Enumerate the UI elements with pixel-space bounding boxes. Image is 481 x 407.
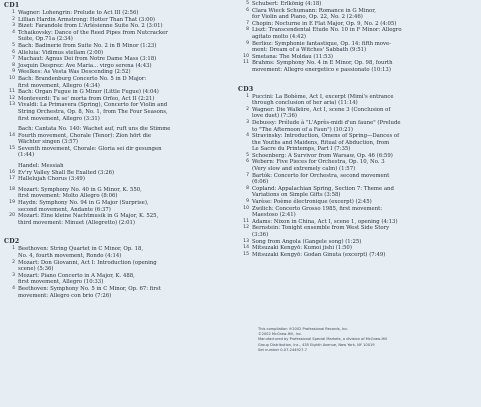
track-number: 11 bbox=[243, 60, 249, 66]
track-row bbox=[238, 100, 478, 107]
track-title: (3:36) bbox=[252, 232, 269, 238]
track-number: 2 bbox=[12, 16, 15, 22]
track-row bbox=[4, 43, 234, 50]
cd-heading: CD2 bbox=[4, 238, 20, 246]
track-row bbox=[4, 69, 234, 76]
track-title: Webern: Five Pieces for Orchestra, Op. 10, No. 3 bbox=[252, 159, 385, 166]
track-title: first movement, Allegro (4:34) bbox=[18, 82, 100, 89]
track-row bbox=[4, 139, 234, 146]
track-title: Berlioz: Symphonie fantastique, Op. 14: fifth move- bbox=[252, 40, 391, 47]
track-number bbox=[238, 146, 252, 153]
track-title: love duet) (7:36) bbox=[252, 113, 297, 120]
track-title: (Very slow and extremely calm) (1:57) bbox=[252, 166, 356, 173]
track-title: Monteverdi: Tu se' morta from Orfeo, Act II (2:21) bbox=[18, 95, 155, 102]
track-title: through conclusion of her aria) (11:14) bbox=[252, 100, 358, 107]
track-title: Bach: Brandenburg Concerto No. 5 in D Major: bbox=[18, 75, 147, 82]
track-title: to "The Afternoon of a Faun") (10:21) bbox=[252, 126, 354, 133]
track-row bbox=[4, 286, 234, 293]
track-title: Ev'ry Valley Shall Be Exalted (3:26) bbox=[18, 169, 115, 176]
track-number: 1 bbox=[12, 246, 15, 252]
track-title: Variations on Simple Gifts (3:58) bbox=[252, 192, 341, 199]
track-title: Tchaikovsky: Dance of the Reed Pipes from Nutcracker bbox=[18, 29, 168, 36]
track-row bbox=[4, 10, 234, 17]
track-title: Le Sacre du Printemps, Part I (7:35) bbox=[252, 146, 351, 153]
track-row bbox=[238, 179, 478, 186]
track-title: Wagner: Lohengrin: Prelude to Act III (2:56) bbox=[18, 10, 139, 16]
track-row bbox=[238, 153, 478, 160]
track-number bbox=[4, 116, 18, 123]
track-title: Brahms: Symphony No. 4 in E Minor, Op. 98, fourth bbox=[252, 60, 393, 67]
track-row bbox=[4, 220, 234, 227]
track-list bbox=[4, 126, 234, 159]
track-number: 9 bbox=[246, 199, 249, 205]
track-title: Wächter singen (3:57) bbox=[18, 139, 78, 146]
track-row bbox=[238, 252, 478, 259]
track-number: 7 bbox=[12, 56, 15, 62]
track-number: 12 bbox=[9, 95, 15, 101]
track-title: second movement, Andante (6:37) bbox=[18, 206, 111, 213]
track-number: 13 bbox=[243, 238, 249, 244]
track-number bbox=[4, 126, 18, 133]
track-number: 2 bbox=[12, 259, 15, 265]
track-number: 3 bbox=[12, 23, 15, 29]
track-number bbox=[238, 67, 252, 74]
track-row bbox=[238, 54, 478, 61]
track-title: Varèse: Poème électronique (excerpt) (2:45) bbox=[252, 199, 372, 206]
track-number bbox=[238, 192, 252, 199]
right-column bbox=[238, 0, 478, 258]
track-title: Mitsuzaki Kengyō: Kumoi jishi (1:50) bbox=[252, 245, 352, 252]
track-title: third movement: Minuet (Allegretto) (2:01) bbox=[18, 219, 135, 226]
track-number: 11 bbox=[243, 218, 249, 224]
track-title: Adams: Nixon in China, Act I, scene 1, opening (4:13) bbox=[252, 218, 398, 225]
track-row bbox=[4, 293, 234, 300]
track-title: Debussy: Prélude à "L'Après-midi d'un faune" (Prelude bbox=[252, 119, 401, 126]
track-row bbox=[238, 21, 478, 28]
track-title: agitato molto (4:42) bbox=[252, 33, 306, 40]
track-list bbox=[4, 246, 234, 299]
track-title: Mozart: Eine kleine Nachtmusik in G Major, K. 525, bbox=[18, 213, 159, 220]
track-title: Stravinsky: Introduction, Omens of Spring—Dances of bbox=[252, 133, 400, 140]
track-title: Mozart: Symphony No. 40 in G Minor, K. 550, bbox=[18, 186, 142, 193]
track-row bbox=[4, 102, 234, 109]
track-title: Bach: Badinerie from Suite No. 2 in B Minor (1:23) bbox=[18, 42, 157, 49]
track-list bbox=[4, 187, 234, 227]
track-number: 14 bbox=[243, 245, 249, 251]
track-title: Josquin Desprez: Ave Maria... virgo serena (4:43) bbox=[18, 62, 152, 69]
credit-line: This compilation ℗2002 Professional Records, Inc. bbox=[258, 327, 349, 331]
track-row bbox=[238, 60, 478, 67]
track-row bbox=[238, 127, 478, 134]
track-number: 5 bbox=[246, 1, 249, 6]
track-number: 4 bbox=[12, 29, 15, 35]
track-title: Liszt: Transcendental Etude No. 10 in F Minor: Allegro bbox=[252, 27, 402, 34]
track-title: Alleluia: Vidimus stellam (2:00) bbox=[18, 49, 104, 56]
track-row bbox=[238, 67, 478, 74]
track-number: 15 bbox=[9, 145, 15, 151]
track-row bbox=[4, 163, 234, 170]
track-row bbox=[238, 14, 478, 21]
track-title: Machaut: Agnus Dei from Notre Dame Mass (3:18) bbox=[18, 56, 157, 63]
track-title: Maestoso (2:41) bbox=[252, 212, 296, 219]
track-number: 6 bbox=[12, 49, 15, 55]
track-number: 14 bbox=[9, 132, 15, 138]
track-title: Mozart: Don Giovanni, Act I: Introduction (opening bbox=[18, 259, 157, 266]
track-number bbox=[238, 47, 252, 54]
track-number: 5 bbox=[246, 152, 249, 158]
track-row bbox=[4, 109, 234, 116]
track-title: Bach: Cantata No. 140: Wachet auf, ruft uns die Stimme bbox=[18, 126, 171, 133]
track-title: ment: Dream of a Witches' Sabbath (9:51) bbox=[252, 47, 367, 54]
track-title: Seventh movement, Chorale: Gloria sei dir gesungen bbox=[18, 145, 162, 152]
track-number bbox=[238, 34, 252, 41]
track-number: 20 bbox=[9, 213, 15, 219]
track-row bbox=[238, 232, 478, 239]
track-title: Song from Angola (Gangele song) (1:25) bbox=[252, 238, 362, 245]
track-number bbox=[238, 232, 252, 239]
track-list bbox=[238, 1, 478, 74]
track-title: String Orchestra, Op. 8, No. 1, from The Four Seasons, bbox=[18, 108, 168, 115]
track-number bbox=[238, 212, 252, 219]
track-row bbox=[238, 120, 478, 127]
track-number: 17 bbox=[9, 176, 15, 182]
track-number: 7 bbox=[246, 172, 249, 178]
credit-line: Manufactured by Professional Special Markets, a division of McGraw-Hill bbox=[258, 337, 388, 342]
track-title: the Youths and Maidens, Ritual of Abduction, from bbox=[252, 139, 390, 146]
track-number: 10 bbox=[9, 75, 15, 81]
credit-line: Group Distribution, Inc., 435 Eighth Avenue, New York, NY 10019 bbox=[258, 342, 375, 347]
disc-spacer bbox=[4, 226, 234, 236]
track-title: Schoenberg: A Survivor from Warsaw, Op. 46 (6:59) bbox=[252, 152, 393, 159]
track-title: Chopin: Nocturne in E Flat Major, Op. 9, No. 2 (4:05) bbox=[252, 20, 397, 27]
track-number bbox=[238, 166, 252, 173]
track-number: 15 bbox=[243, 251, 249, 257]
track-title: Fourth movement, Chorale (Tenor): Zion hört die bbox=[18, 132, 151, 139]
track-row bbox=[4, 23, 234, 30]
track-title: first movement, Allegro (10:33) bbox=[18, 279, 104, 286]
track-row bbox=[238, 166, 478, 173]
track-title: movement: Allegro con brio (7:26) bbox=[18, 292, 112, 299]
track-number bbox=[4, 163, 18, 170]
track-title: for Violin and Piano, Op. 22, No. 2 (2:46) bbox=[252, 14, 363, 21]
track-number: 3 bbox=[12, 272, 15, 278]
track-row bbox=[238, 113, 478, 120]
credit-line: ©2002 McGraw-Hill, Inc. bbox=[258, 332, 303, 337]
track-title: first movement: Molto Allegro (8:06) bbox=[18, 193, 118, 200]
track-title: Beethoven: String Quartet in C Minor, Op. 18, bbox=[18, 246, 144, 253]
track-title: Hallelujah Chorus (3:49) bbox=[18, 176, 85, 183]
track-row bbox=[4, 56, 234, 63]
track-title: Copland: Appalachian Spring, Section 7: Theme and bbox=[252, 185, 394, 192]
track-row bbox=[238, 146, 478, 153]
cd-heading: CD1 bbox=[4, 2, 20, 9]
track-number bbox=[4, 152, 18, 159]
track-title: Haydn: Symphony No. 94 in G Major (Surprise), bbox=[18, 200, 149, 207]
track-row bbox=[238, 225, 478, 232]
track-number: 9 bbox=[246, 40, 249, 46]
disc-spacer bbox=[238, 74, 478, 84]
track-number bbox=[4, 109, 18, 116]
track-number: 1 bbox=[246, 93, 249, 99]
track-row bbox=[4, 200, 234, 207]
track-number: 5 bbox=[12, 42, 15, 48]
track-number bbox=[238, 140, 252, 147]
track-row bbox=[4, 266, 234, 273]
track-row bbox=[4, 146, 234, 153]
track-row bbox=[4, 253, 234, 260]
track-title: Weelkes: As Vesta Was Descending (2:52) bbox=[18, 69, 131, 76]
track-row bbox=[238, 133, 478, 140]
track-number: 6 bbox=[246, 159, 249, 165]
left-column bbox=[4, 0, 234, 299]
track-number bbox=[4, 266, 18, 273]
track-number: 3 bbox=[246, 119, 249, 125]
credit-line: Set number 0-07-244927-7 bbox=[258, 347, 307, 352]
track-list bbox=[4, 163, 234, 183]
track-row bbox=[238, 219, 478, 226]
track-number: 11 bbox=[9, 89, 15, 95]
track-row bbox=[4, 126, 234, 133]
track-number: 4 bbox=[12, 285, 15, 291]
track-list bbox=[238, 94, 478, 259]
track-number: 8 bbox=[12, 62, 15, 68]
track-number bbox=[4, 36, 18, 43]
track-title: (1:44) bbox=[18, 152, 35, 159]
track-row bbox=[4, 279, 234, 286]
track-title: No. 4, fourth movement, Rondo (4:14) bbox=[18, 253, 122, 259]
track-number: 6 bbox=[246, 7, 249, 13]
cd-heading: CD3 bbox=[238, 85, 254, 93]
track-title: Beethoven: Symphony No. 5 in C Minor, Op. 67: first bbox=[18, 285, 161, 292]
track-title: Schubert: Erlkönig (4:18) bbox=[252, 1, 322, 7]
track-number: 10 bbox=[243, 53, 249, 59]
track-title: Lillian Hardin Armstrong: Hotter Than That (3:00) bbox=[18, 16, 156, 23]
track-number: 10 bbox=[243, 205, 249, 211]
track-number: 8 bbox=[246, 185, 249, 191]
credits-block bbox=[258, 327, 478, 353]
track-number: 7 bbox=[246, 20, 249, 26]
track-row bbox=[4, 207, 234, 214]
track-number: 8 bbox=[246, 27, 249, 33]
track-row bbox=[4, 89, 234, 96]
track-number: 19 bbox=[9, 200, 15, 206]
track-row bbox=[4, 152, 234, 159]
track-title: Mozart: Piano Concerto in A Major, K. 488, bbox=[18, 272, 135, 279]
track-number: 1 bbox=[12, 10, 15, 15]
track-title: Bizet: Farandole from L'Arlésienne Suite No. 2 (3:01) bbox=[18, 23, 163, 30]
track-title: Bach: Organ Fugue in G Minor (Little Fugue) (4:04) bbox=[18, 89, 159, 96]
track-title: Smetana: The Moldau (11:53) bbox=[252, 53, 333, 60]
track-number: 12 bbox=[243, 225, 249, 231]
track-title: first movement, Allegro (3:31) bbox=[18, 115, 100, 122]
track-row bbox=[238, 34, 478, 41]
track-title: (6:06) bbox=[252, 179, 269, 186]
track-number bbox=[4, 139, 18, 146]
track-title: movement: Allegro energetico e passionato (10:13) bbox=[252, 66, 391, 73]
track-row bbox=[238, 212, 478, 219]
track-row bbox=[238, 47, 478, 54]
track-title: Handel: Messiah bbox=[18, 163, 64, 170]
track-row bbox=[4, 116, 234, 123]
track-row bbox=[238, 199, 478, 206]
track-row bbox=[4, 176, 234, 183]
track-number: 2 bbox=[246, 106, 249, 112]
track-row bbox=[238, 27, 478, 34]
track-title: Bartók: Concerto for Orchestra, second movement bbox=[252, 172, 390, 179]
track-number bbox=[4, 220, 18, 227]
track-row bbox=[4, 213, 234, 220]
track-row bbox=[4, 36, 234, 43]
track-title: Wagner: Die Walküre, Act I, scene 3 (Conclusion of bbox=[252, 106, 391, 113]
track-number: 18 bbox=[9, 186, 15, 192]
track-number bbox=[238, 127, 252, 134]
track-title: Mitsuzaki Kengyō: Godan Ginuta (excerpt) (7:49) bbox=[252, 251, 386, 258]
track-number: 16 bbox=[9, 169, 15, 175]
track-number: 9 bbox=[12, 69, 15, 75]
track-title: Puccini: La Bohème, Act I, excerpt (Mimì's entrance bbox=[252, 93, 394, 100]
track-list bbox=[4, 10, 234, 122]
track-number bbox=[238, 113, 252, 120]
track-number bbox=[238, 100, 252, 107]
track-number bbox=[238, 14, 252, 21]
track-title: Bernstein: Tonight ensemble from West Side Story bbox=[252, 225, 390, 232]
track-row bbox=[238, 1, 478, 8]
track-number bbox=[238, 179, 252, 186]
track-title: Zwilich: Concerto Grosso 1985, first movement: bbox=[252, 205, 383, 212]
track-number bbox=[4, 293, 18, 300]
track-title: scene) (5:36) bbox=[18, 266, 54, 273]
track-row bbox=[238, 173, 478, 180]
track-row bbox=[4, 76, 234, 83]
track-number bbox=[4, 279, 18, 286]
track-number bbox=[4, 253, 18, 260]
track-row bbox=[4, 246, 234, 253]
track-title: Suite, Op.71a (2:34) bbox=[18, 36, 73, 43]
track-title: Vivaldi: La Primavera (Spring), Concerto for Violin and bbox=[18, 102, 168, 109]
track-row bbox=[238, 245, 478, 252]
track-title: Clara Wieck Schumann: Romance in G Minor, bbox=[252, 7, 376, 14]
track-number: 4 bbox=[246, 133, 249, 139]
track-number: 13 bbox=[9, 102, 15, 108]
